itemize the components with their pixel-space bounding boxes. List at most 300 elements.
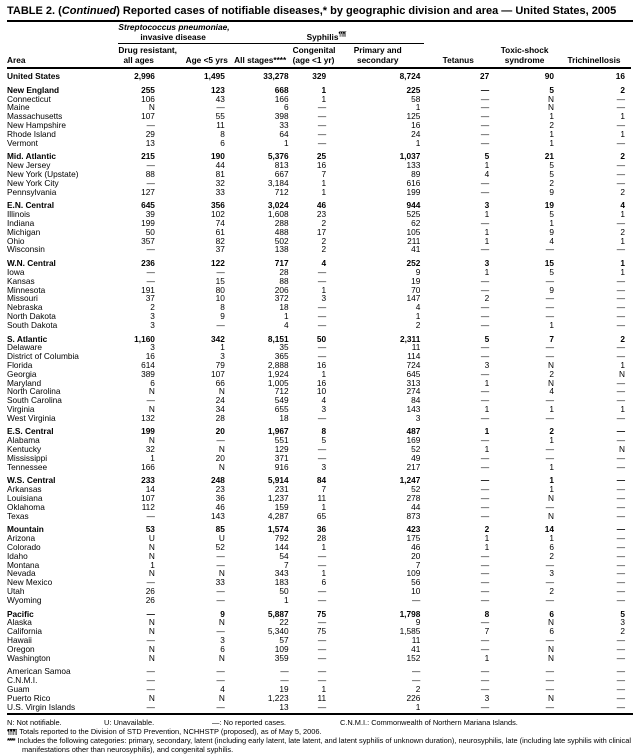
value-cell: 2	[321, 244, 327, 255]
value-cell: 1	[415, 137, 421, 148]
value-cell: 502	[274, 235, 289, 246]
value-cell: 9	[549, 284, 554, 295]
table-row	[7, 396, 631, 405]
value-cell: —	[480, 186, 490, 197]
area-cell: Illinois	[7, 209, 31, 220]
value-cell: 2,311	[400, 333, 421, 344]
value-cell: —	[146, 635, 155, 646]
value-cell: —	[616, 452, 625, 463]
value-cell: —	[616, 461, 625, 472]
value-cell: 10	[316, 386, 327, 397]
value-cell: 8,724	[399, 71, 421, 81]
value-cell: 5,887	[267, 608, 289, 619]
value-cell: 6	[220, 137, 225, 148]
area-cell: Washington	[7, 652, 51, 663]
value-cell: 159	[274, 501, 289, 512]
value-cell: 7	[415, 559, 421, 570]
value-cell: 792	[274, 533, 289, 544]
value-cell: N	[218, 692, 225, 703]
value-cell: 2	[620, 151, 625, 162]
value-cell: —	[545, 310, 554, 321]
value-cell: 166	[141, 461, 155, 472]
value-cell: 9	[220, 310, 225, 321]
table-row	[7, 494, 631, 503]
area-cell: United States	[7, 71, 61, 81]
value-cell: —	[480, 93, 490, 104]
value-cell: 2	[150, 302, 155, 313]
value-cell: 10	[411, 586, 421, 597]
value-cell: —	[317, 675, 327, 686]
col-header-area: Area	[7, 44, 118, 69]
value-cell: 7	[484, 626, 490, 637]
value-cell: 37	[145, 293, 155, 304]
value-cell: 190	[210, 151, 225, 162]
value-cell: 64	[279, 128, 289, 139]
value-cell: 107	[141, 111, 155, 122]
value-cell: —	[280, 675, 289, 686]
value-cell: 2	[415, 319, 421, 330]
value-cell: —	[317, 701, 327, 712]
value-cell: 41	[411, 244, 421, 255]
table-row	[7, 561, 631, 570]
value-cell: 712	[274, 186, 289, 197]
table-row	[7, 422, 631, 436]
value-cell: —	[317, 635, 327, 646]
value-cell: 122	[210, 258, 225, 269]
value-cell: 1	[549, 461, 554, 472]
value-cell: —	[216, 701, 225, 712]
value-cell: 487	[406, 426, 421, 437]
value-cell: N	[148, 692, 155, 703]
value-cell: —	[216, 102, 225, 113]
value-cell: 1	[549, 403, 554, 414]
value-cell: 1	[620, 258, 625, 269]
value-cell: 33	[279, 119, 289, 130]
area-cell: Maine	[7, 102, 30, 113]
value-cell: 70	[411, 284, 421, 295]
value-cell: —	[480, 635, 490, 646]
value-cell: N	[548, 692, 554, 703]
area-cell: Oregon	[7, 643, 35, 654]
value-cell: N	[148, 626, 155, 637]
table-row	[7, 210, 631, 219]
value-cell: 123	[210, 84, 225, 95]
value-cell: 102	[210, 209, 225, 220]
strep-group-header	[118, 22, 230, 44]
value-cell: —	[616, 643, 625, 654]
value-cell: 1	[620, 359, 625, 370]
value-cell: —	[616, 559, 625, 570]
table-row	[7, 676, 631, 685]
value-cell: —	[317, 550, 327, 561]
table-row	[7, 520, 631, 534]
value-cell: 1	[284, 310, 289, 321]
value-cell: 236	[141, 258, 155, 269]
value-cell: 2	[484, 524, 490, 535]
value-cell: N	[548, 617, 554, 628]
value-cell: 2	[549, 586, 554, 597]
value-cell: —	[480, 617, 490, 628]
value-cell: 5	[321, 435, 327, 446]
table-row	[7, 605, 631, 619]
area-cell: Missouri	[7, 293, 38, 304]
value-cell: —	[412, 666, 421, 677]
strep-group-line1: Streptococcus pneumoniae,	[118, 22, 230, 32]
value-cell: 645	[141, 200, 155, 211]
value-cell: 5	[549, 84, 554, 95]
value-cell: —	[616, 386, 625, 397]
value-cell: —	[545, 675, 554, 686]
value-cell: 191	[141, 284, 155, 295]
value-cell: 3	[150, 310, 155, 321]
value-cell: 9	[220, 608, 225, 619]
value-cell: 28	[215, 412, 225, 423]
value-cell: —	[545, 302, 554, 313]
value-cell: —	[616, 684, 625, 694]
value-cell: 2	[415, 684, 421, 694]
value-cell: —	[480, 594, 490, 605]
value-cell: 1	[484, 403, 490, 414]
value-cell: —	[216, 435, 225, 446]
value-cell: 1,608	[267, 209, 289, 220]
value-cell: 668	[274, 84, 289, 95]
value-cell: 20	[215, 426, 225, 437]
value-cell: N	[148, 435, 155, 446]
value-cell: 3	[321, 461, 327, 472]
area-cell: New York City	[7, 177, 59, 188]
value-cell: —	[480, 102, 490, 113]
value-cell: 7	[321, 484, 327, 495]
value-cell: 313	[406, 377, 421, 388]
value-cell: 488	[274, 226, 289, 237]
value-cell: 3	[549, 568, 554, 579]
value-cell: —	[216, 594, 225, 605]
col-header-drug-resistant: Drug resistant, all ages	[118, 44, 159, 69]
value-cell: —	[616, 177, 625, 188]
area-cell: New Hampshire	[7, 119, 67, 130]
value-cell: 389	[141, 368, 155, 379]
value-cell: 82	[215, 235, 225, 246]
area-cell: Tennessee	[7, 461, 48, 472]
value-cell: 1	[620, 235, 625, 246]
value-cell: 88	[145, 168, 155, 179]
value-cell: —	[545, 594, 554, 605]
value-cell: 175	[406, 533, 421, 544]
value-cell: —	[412, 675, 421, 686]
value-cell: 20	[215, 452, 225, 463]
value-cell: 1	[484, 533, 490, 544]
value-cell: 712	[274, 386, 289, 397]
value-cell: 17	[316, 226, 327, 237]
value-cell: 1,237	[267, 493, 289, 504]
value-cell: 84	[316, 475, 327, 486]
value-cell: 147	[406, 293, 421, 304]
value-cell: 329	[312, 71, 327, 81]
table-body	[7, 68, 631, 711]
value-cell: —	[616, 550, 625, 561]
value-cell: —	[616, 342, 625, 353]
value-cell: 1,223	[267, 692, 289, 703]
area-cell: Georgia	[7, 368, 37, 379]
table-row	[7, 179, 631, 188]
value-cell: 9	[415, 266, 421, 277]
area-cell: Florida	[7, 359, 33, 370]
value-cell: —	[480, 666, 490, 677]
value-cell: —	[616, 377, 625, 388]
value-cell: 1	[484, 226, 490, 237]
value-cell: N	[619, 444, 625, 455]
area-cell: Connecticut	[7, 93, 51, 104]
value-cell: 1	[620, 403, 625, 414]
area-cell: District of Columbia	[7, 351, 79, 362]
value-cell: 3	[484, 258, 490, 269]
area-cell: W.N. Central	[7, 258, 56, 269]
value-cell: 81	[215, 168, 225, 179]
value-cell: 4	[549, 386, 554, 397]
value-cell: 1	[549, 533, 554, 544]
value-cell: —	[480, 484, 490, 495]
area-cell: Virginia	[7, 403, 35, 414]
title-continued: Continued	[61, 5, 117, 17]
area-cell: S. Atlantic	[7, 333, 48, 344]
value-cell: 1	[321, 542, 327, 553]
value-cell: —	[146, 177, 155, 188]
value-cell: —	[480, 577, 490, 588]
value-cell: —	[317, 319, 327, 330]
table-row	[7, 654, 631, 663]
value-cell: 1,574	[267, 524, 289, 535]
value-cell: 1	[321, 684, 327, 694]
value-cell: 32	[215, 177, 225, 188]
value-cell: 3	[150, 342, 155, 353]
value-cell: 58	[411, 93, 421, 104]
value-cell: —	[317, 342, 327, 353]
value-cell: 34	[215, 403, 225, 414]
value-cell: 33	[215, 186, 225, 197]
area-cell: Mountain	[7, 524, 44, 535]
value-cell: 41	[411, 643, 421, 654]
value-cell: 11	[317, 692, 327, 703]
table-row	[7, 330, 631, 344]
value-cell: —	[146, 510, 155, 521]
value-cell: —	[317, 137, 327, 148]
value-cell: —	[616, 524, 625, 535]
strep-group-line2: invasive disease	[140, 31, 206, 42]
value-cell: —	[545, 577, 554, 588]
footnote-syphilis-categories: **** Includes the following categories: primary, secondary, latent (including early latent, late latent, and latent syphilis of unknown duration), neurosyphilis, late (including late syphilis with clinical manifestations other than neurosyphilis), and congenital syphilis.	[7, 736, 631, 754]
value-cell: 1	[484, 266, 490, 277]
value-cell: 1	[321, 177, 327, 188]
value-cell: 16	[145, 351, 155, 362]
value-cell: 6	[549, 542, 554, 553]
value-cell: 365	[274, 351, 289, 362]
value-cell: 74	[215, 217, 225, 228]
value-cell: N	[619, 368, 625, 379]
value-cell: 813	[274, 160, 289, 171]
value-cell: —	[480, 395, 490, 406]
value-cell: 23	[316, 209, 327, 220]
value-cell: 655	[274, 403, 289, 414]
value-cell: 1	[415, 701, 421, 712]
value-cell: 2	[620, 626, 625, 637]
value-cell: —	[616, 666, 625, 677]
value-cell: —	[280, 666, 289, 677]
value-cell: 2	[484, 293, 490, 304]
area-cell: Michigan	[7, 226, 41, 237]
area-cell: Mississippi	[7, 452, 48, 463]
value-cell: N	[548, 377, 554, 388]
value-cell: —	[480, 586, 490, 597]
value-cell: 28	[279, 266, 289, 277]
value-cell: —	[616, 568, 625, 579]
value-cell: 138	[274, 244, 289, 255]
value-cell: 2	[321, 235, 327, 246]
value-cell: 143	[406, 403, 421, 414]
value-cell: 36	[215, 493, 225, 504]
value-cell: 27	[479, 71, 490, 81]
value-cell: 1	[220, 342, 225, 353]
value-cell: 35	[279, 342, 289, 353]
value-cell: —	[480, 275, 490, 286]
value-cell: 11	[411, 342, 421, 353]
value-cell: —	[616, 302, 625, 313]
value-cell: 133	[406, 160, 421, 171]
value-cell: 3	[220, 351, 225, 362]
table-row	[7, 662, 631, 676]
table-row	[7, 245, 631, 254]
value-cell: 9	[549, 186, 554, 197]
value-cell: —	[146, 275, 155, 286]
area-cell: Pennsylvania	[7, 186, 57, 197]
value-cell: 288	[274, 217, 289, 228]
value-cell: —	[616, 542, 625, 553]
value-cell: 15	[544, 258, 554, 269]
value-cell: N	[148, 386, 155, 397]
value-cell: —	[545, 351, 554, 362]
footnotes	[7, 713, 633, 754]
table-row	[7, 361, 631, 370]
value-cell: —	[616, 395, 625, 406]
area-cell: Nevada	[7, 568, 36, 579]
value-cell: 75	[316, 608, 327, 619]
col-header-tetanus: Tetanus	[424, 44, 492, 69]
value-cell: —	[616, 310, 625, 321]
value-cell: 1	[620, 128, 625, 139]
value-cell: 16	[316, 160, 327, 171]
value-cell: 342	[210, 333, 225, 344]
value-cell: 4	[220, 684, 225, 694]
value-cell: —	[545, 412, 554, 423]
value-cell: —	[616, 594, 625, 605]
table-row	[7, 569, 631, 578]
value-cell: 2	[620, 226, 625, 237]
syphilis-footnote-mark: ¶¶¶	[338, 31, 346, 38]
value-cell: 50	[279, 586, 289, 597]
value-cell: 3	[321, 403, 327, 414]
value-cell: 53	[145, 524, 155, 535]
value-cell: 9	[549, 226, 554, 237]
value-cell: 11	[317, 493, 327, 504]
value-cell: —	[480, 217, 490, 228]
value-cell: —	[317, 310, 327, 321]
value-cell: 3,024	[267, 200, 289, 211]
value-cell: 4,287	[267, 510, 289, 521]
value-cell: —	[317, 652, 327, 663]
value-cell: —	[216, 675, 225, 686]
value-cell: N	[148, 550, 155, 561]
value-cell: 8	[220, 302, 225, 313]
value-cell: —	[545, 666, 554, 677]
value-cell: 22	[279, 617, 289, 628]
value-cell: 109	[406, 568, 421, 579]
value-cell: 4	[549, 235, 554, 246]
value-cell: —	[616, 319, 625, 330]
value-cell: 13	[279, 701, 289, 712]
value-cell: 1,798	[399, 608, 421, 619]
table-row	[7, 463, 631, 472]
value-cell: 1	[620, 209, 625, 220]
value-cell: 11	[216, 119, 225, 130]
value-cell: 1,005	[267, 377, 289, 388]
value-cell: 61	[215, 226, 225, 237]
value-cell: 169	[406, 435, 421, 446]
value-cell: 6	[549, 626, 554, 637]
value-cell: 15	[215, 275, 225, 286]
value-cell: 233	[141, 475, 155, 486]
value-cell: U	[148, 533, 155, 544]
table-row	[7, 254, 631, 268]
value-cell: 79	[215, 359, 225, 370]
value-cell: 226	[406, 692, 421, 703]
value-cell: 89	[411, 168, 421, 179]
value-cell: —	[616, 701, 625, 712]
value-cell: —	[616, 217, 625, 228]
value-cell: —	[480, 550, 490, 561]
value-cell: 2	[549, 426, 554, 437]
value-cell: N	[148, 643, 155, 654]
value-cell: —	[480, 84, 490, 95]
value-cell: 1	[415, 102, 421, 113]
value-cell: 23	[215, 484, 225, 495]
value-cell: 6	[321, 577, 327, 588]
value-cell: 80	[215, 284, 225, 295]
value-cell: —	[480, 493, 490, 504]
notifiable-diseases-table	[7, 23, 631, 711]
value-cell: —	[146, 675, 155, 686]
value-cell: 525	[406, 209, 421, 220]
area-cell: Idaho	[7, 550, 28, 561]
area-cell: E.N. Central	[7, 200, 55, 211]
value-cell: 356	[210, 200, 225, 211]
value-cell: 3	[484, 359, 490, 370]
value-cell: 199	[406, 186, 421, 197]
value-cell: 2	[321, 217, 327, 228]
value-cell: —	[545, 444, 554, 455]
value-cell: —	[480, 284, 490, 295]
area-cell: Minnesota	[7, 284, 46, 295]
value-cell: —	[317, 444, 327, 455]
area-cell: Puerto Rico	[7, 692, 51, 703]
value-cell: 1	[549, 137, 554, 148]
value-cell: 1	[549, 319, 554, 330]
value-cell: 3	[150, 319, 155, 330]
value-cell: —	[545, 244, 554, 255]
table-row	[7, 286, 631, 295]
value-cell: —	[480, 177, 490, 188]
value-cell: —	[480, 461, 490, 472]
value-cell: N	[218, 444, 225, 455]
value-cell: —	[616, 275, 625, 286]
